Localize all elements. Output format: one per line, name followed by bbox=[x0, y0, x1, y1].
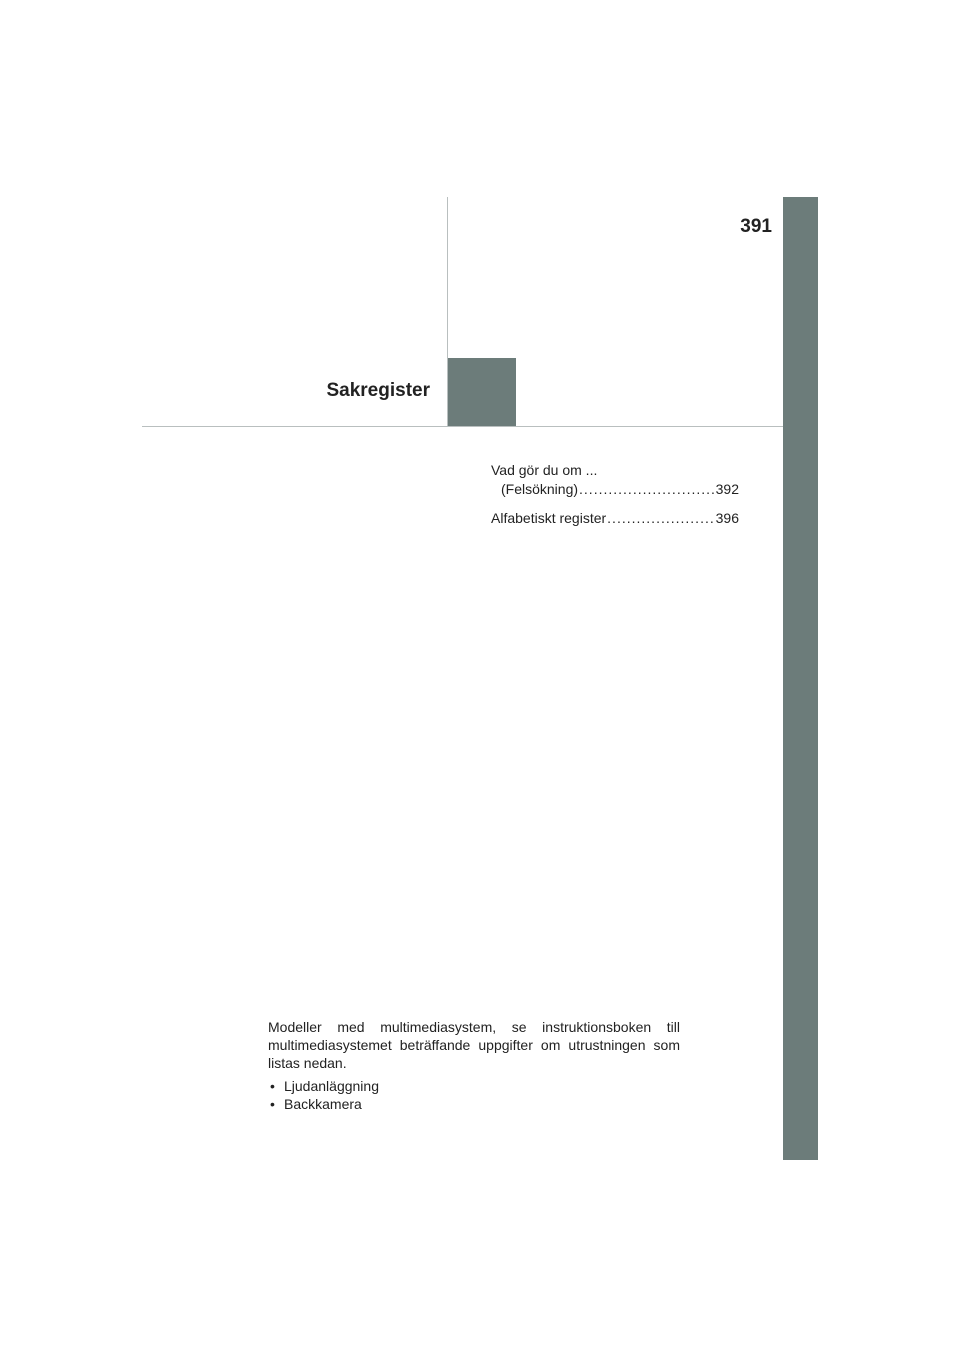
section-color-block bbox=[448, 358, 516, 427]
section-title: Sakregister bbox=[326, 380, 430, 401]
toc-entry-page: 396 bbox=[715, 510, 739, 526]
bullet-icon: • bbox=[270, 1078, 275, 1094]
horizontal-divider bbox=[142, 426, 783, 427]
toc-leader-dots bbox=[579, 480, 715, 499]
list-item-label: Backkamera bbox=[284, 1096, 362, 1112]
multimedia-note bbox=[268, 1018, 680, 1113]
toc-leader-dots bbox=[607, 509, 714, 528]
toc-entry-label: Alfabetiskt register bbox=[491, 510, 607, 526]
equipment-list bbox=[268, 1077, 680, 1113]
page-number: 391 bbox=[740, 216, 772, 237]
toc-entry-label: (Felsökning) bbox=[501, 481, 579, 497]
toc-entry-troubleshooting[interactable] bbox=[491, 461, 739, 499]
table-of-contents bbox=[491, 461, 739, 538]
side-tab bbox=[783, 197, 818, 1160]
toc-entry-label: Vad gör du om ... bbox=[491, 462, 598, 478]
toc-line bbox=[491, 480, 739, 499]
toc-line bbox=[491, 509, 739, 528]
list-item bbox=[268, 1095, 680, 1113]
list-item bbox=[268, 1077, 680, 1095]
note-paragraph: Modeller med multimediasystem, se instruktionsboken till multimediasystemet beträffande uppgifter om utrustningen som listas nedan. bbox=[268, 1019, 680, 1071]
toc-line bbox=[491, 461, 739, 480]
toc-entry-page: 392 bbox=[715, 481, 739, 497]
list-item-label: Ljudanläggning bbox=[284, 1078, 379, 1094]
toc-entry-alphabetical-index[interactable] bbox=[491, 509, 739, 528]
bullet-icon: • bbox=[270, 1096, 275, 1112]
